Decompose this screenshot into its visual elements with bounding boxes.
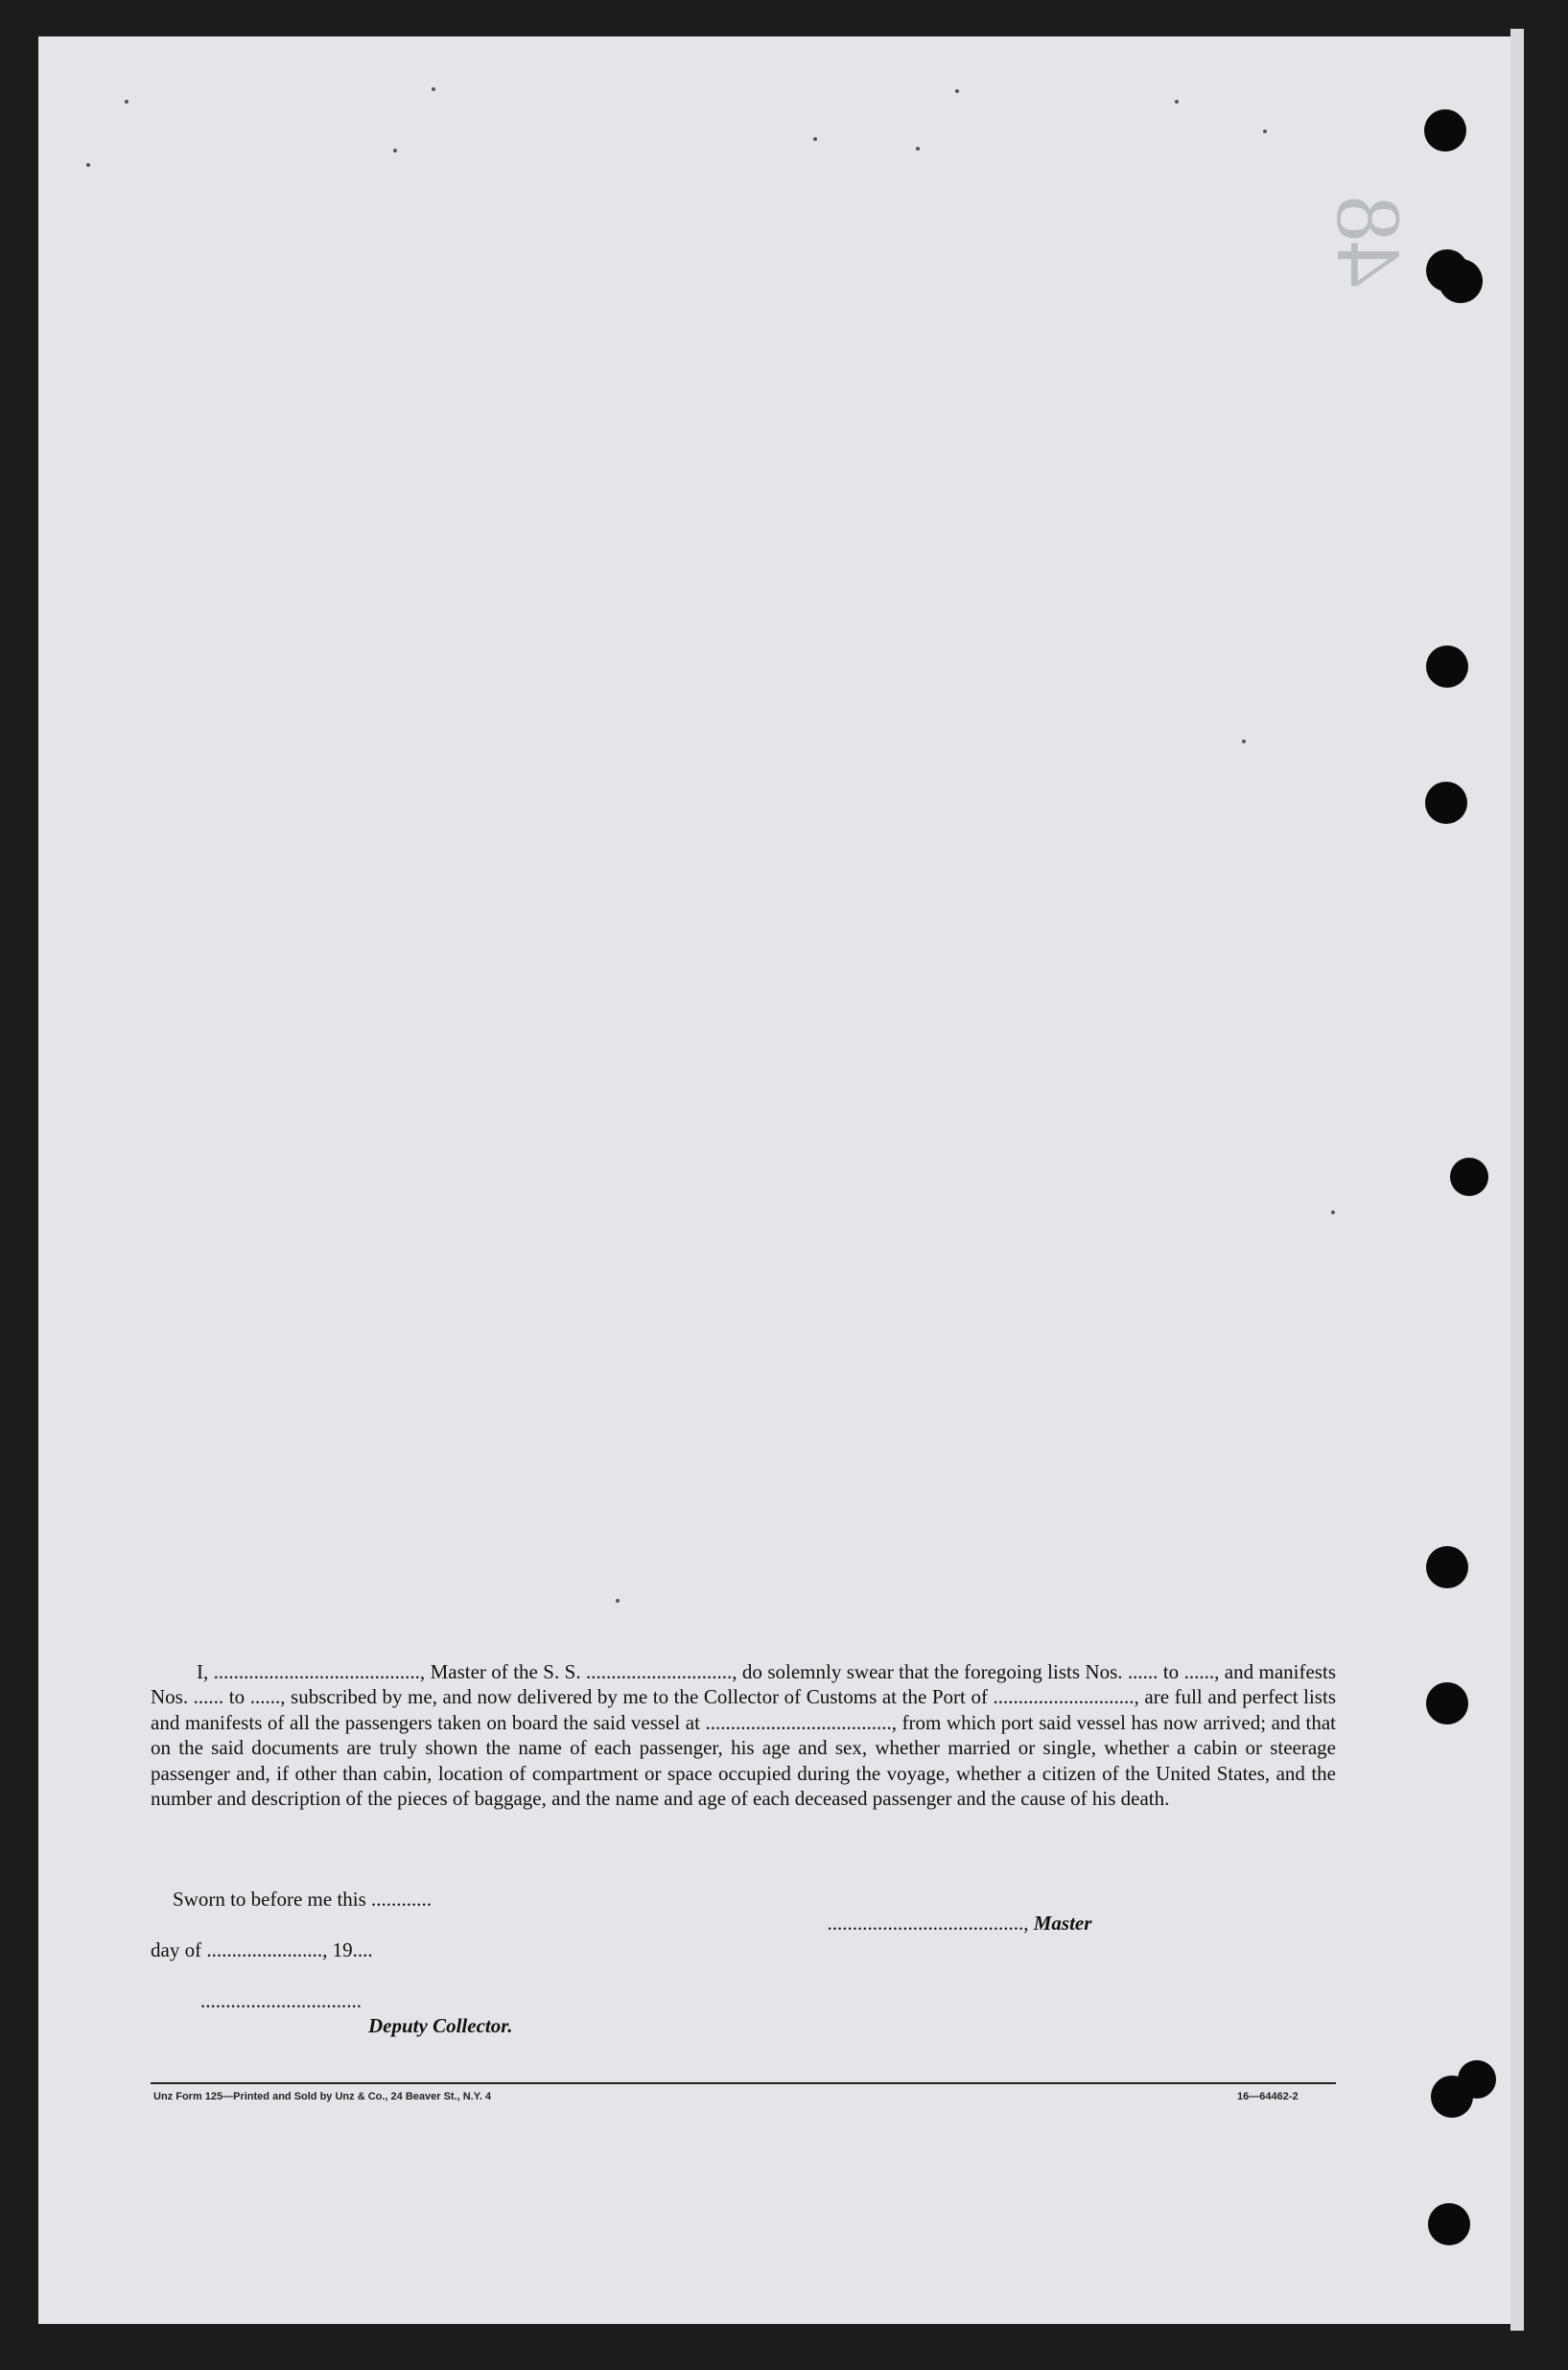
speck <box>955 89 959 93</box>
binder-hole <box>1426 1546 1468 1588</box>
binder-hole <box>1439 259 1483 303</box>
oath-paragraph <box>151 1659 1336 1811</box>
speck <box>86 163 90 167</box>
speck <box>432 87 435 91</box>
speck <box>1242 739 1246 743</box>
speck <box>813 137 817 141</box>
oath-text: I, ........................................., Master of the S. S. ............................., do solemnly swear that the foregoing lists Nos. ...... to ......, and manifests Nos. ...... to ......, subscribed by me, and now delivered by me to the Collector of Customs at the Port of ............................, are full and perfect lists and manifests of all the passengers taken on board the said vessel at ....................................., from which port said vessel has now arrived; and that on the said documents are truly shown the name of each passenger, his age and sex, whether married or single, whether a cabin or steerage passenger and, if other than cabin, location of compartment or space occupied during the voyage, whether a citizen of the United States, and the number and description of the pieces of baggage, and the name and age of each deceased passenger and the cause of his death. <box>151 1660 1336 1811</box>
binder-hole <box>1450 1158 1488 1196</box>
speck <box>1331 1210 1335 1214</box>
master-signature <box>817 1888 1091 1936</box>
binder-hole <box>1458 2060 1496 2099</box>
binder-hole <box>1425 782 1467 824</box>
binder-hole <box>1428 2203 1470 2245</box>
master-dots: ......................................., <box>827 1912 1034 1935</box>
stamp-number: 48 <box>1318 196 1420 288</box>
document-page <box>38 36 1515 2324</box>
deputy-collector-label: Deputy Collector. <box>368 2014 513 2037</box>
binder-hole <box>1426 645 1468 688</box>
speck <box>1175 100 1179 104</box>
day-line: day of ......................., 19.... <box>151 1938 373 1961</box>
footer-printer: Unz Form 125—Printed and Sold by Unz & Co., 24 Beaver St., N.Y. 4 <box>153 2091 492 2102</box>
speck <box>393 149 397 153</box>
page-edge <box>1510 29 1524 2331</box>
binder-hole <box>1424 109 1466 152</box>
collector-dots: ................................ <box>200 1989 362 2012</box>
speck <box>125 100 129 104</box>
speck <box>916 147 920 151</box>
master-label: Master <box>1033 1912 1092 1935</box>
binder-hole <box>1426 1682 1468 1725</box>
footer-rule <box>151 2082 1336 2084</box>
footer-form-number: 16—64462-2 <box>1237 2091 1299 2102</box>
sworn-line: Sworn to before me this ............ <box>173 1888 433 1911</box>
speck <box>616 1599 620 1603</box>
speck <box>1263 129 1267 133</box>
